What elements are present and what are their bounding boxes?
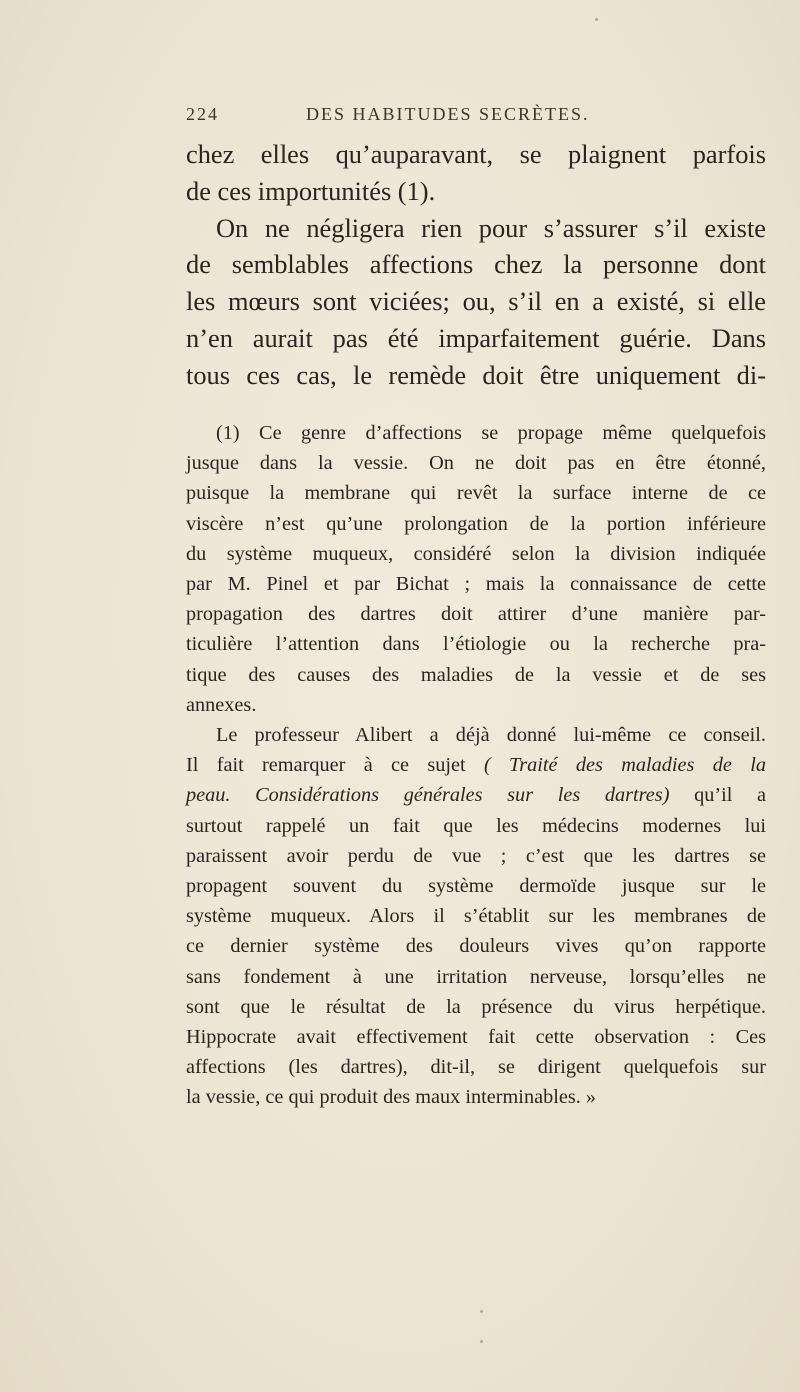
main-text-line: n’en aurait pas été imparfaitement guérie. Dans: [186, 322, 766, 353]
book-title-italic: ( Traité des maladies de la: [483, 754, 766, 777]
footnote-2: [186, 720, 766, 1113]
footnote-line: [186, 750, 766, 780]
footnote-text: qu’il a: [669, 784, 766, 807]
footnote-line: système muqueux. Alors il s’établit sur les membranes de: [186, 905, 766, 928]
page-number: 224: [186, 104, 219, 124]
paper-speck: [595, 18, 598, 21]
footnote-line: (1) Ce genre d’affections se propage même quelquefois: [216, 422, 766, 444]
main-text-line: On ne négligera rien pour s’assurer s’il existe: [216, 212, 766, 243]
main-text-line: chez elles qu’auparavant, se plaignent parfois: [186, 139, 766, 169]
paper-speck: [480, 1340, 483, 1343]
running-title: DES HABITUDES SECRÈTES.: [306, 104, 590, 124]
main-text-line: les mœurs sont viciées; ou, s’il en a existé, si elle: [186, 286, 766, 317]
footnotes: [186, 418, 766, 1113]
footnote-line: jusque dans la vessie. On ne doit pas en être étonné,: [186, 452, 766, 475]
footnote-line: affections (les dartres), dit-il, se dirigent quelquefois sur: [186, 1056, 766, 1079]
footnote-text: Il fait remarquer à ce sujet: [186, 754, 484, 777]
footnote-line: [186, 780, 766, 810]
main-text-line: de semblables affections chez la personne dont: [186, 249, 766, 280]
footnote-line: Hippocrate avait effectivement fait cette observation : Ces: [186, 1026, 766, 1049]
footnote-line: sont que le résultat de la présence du virus herpétique.: [186, 995, 766, 1018]
footnote-line: ticulière l’attention dans l’étiologie ou la recherche pra-: [186, 633, 766, 656]
footnote-line: la vessie, ce qui produit des maux interminables. »: [186, 1086, 597, 1109]
footnote-line: paraissent avoir perdu de vue ; c’est que les dartres se: [186, 844, 766, 867]
paper-speck: [480, 1310, 483, 1313]
footnote-line: tique des causes des maladies de la vessie et de ses: [186, 663, 766, 686]
footnote-line: sans fondement à une irritation nerveuse, lorsqu’elles ne: [186, 965, 766, 988]
footnote-line: par M. Pinel et par Bichat ; mais la connaissance de cette: [186, 573, 766, 596]
footnote-line: propagation des dartres doit attirer d’une manière par-: [186, 603, 766, 626]
running-header: [186, 104, 766, 125]
book-title-italic: peau. Considérations générales sur les dartres): [186, 784, 670, 807]
footnote-line: du système muqueux, considéré selon la division indiquée: [186, 542, 766, 565]
footnote-line: viscère n’est qu’une prolongation de la portion inférieure: [186, 512, 766, 535]
main-text-line: tous ces cas, le remède doit être uniquement di-: [186, 359, 766, 390]
main-text-line: de ces importunités (1).: [186, 175, 436, 206]
footnote-line: Le professeur Alibert a déjà donné lui-même ce conseil.: [216, 724, 766, 747]
main-text: [186, 136, 766, 394]
footnote-line: puisque la membrane qui revêt la surface interne de ce: [186, 482, 766, 505]
footnote-line: surtout rappelé un fait que les médecins modernes lui: [186, 814, 766, 837]
footnote-line: ce dernier système des douleurs vives qu’on rapporte: [186, 935, 766, 958]
footnote-line: propagent souvent du système dermoïde jusque sur le: [186, 875, 766, 898]
footnote-line: annexes.: [186, 693, 257, 716]
footnote-1: [186, 418, 766, 720]
